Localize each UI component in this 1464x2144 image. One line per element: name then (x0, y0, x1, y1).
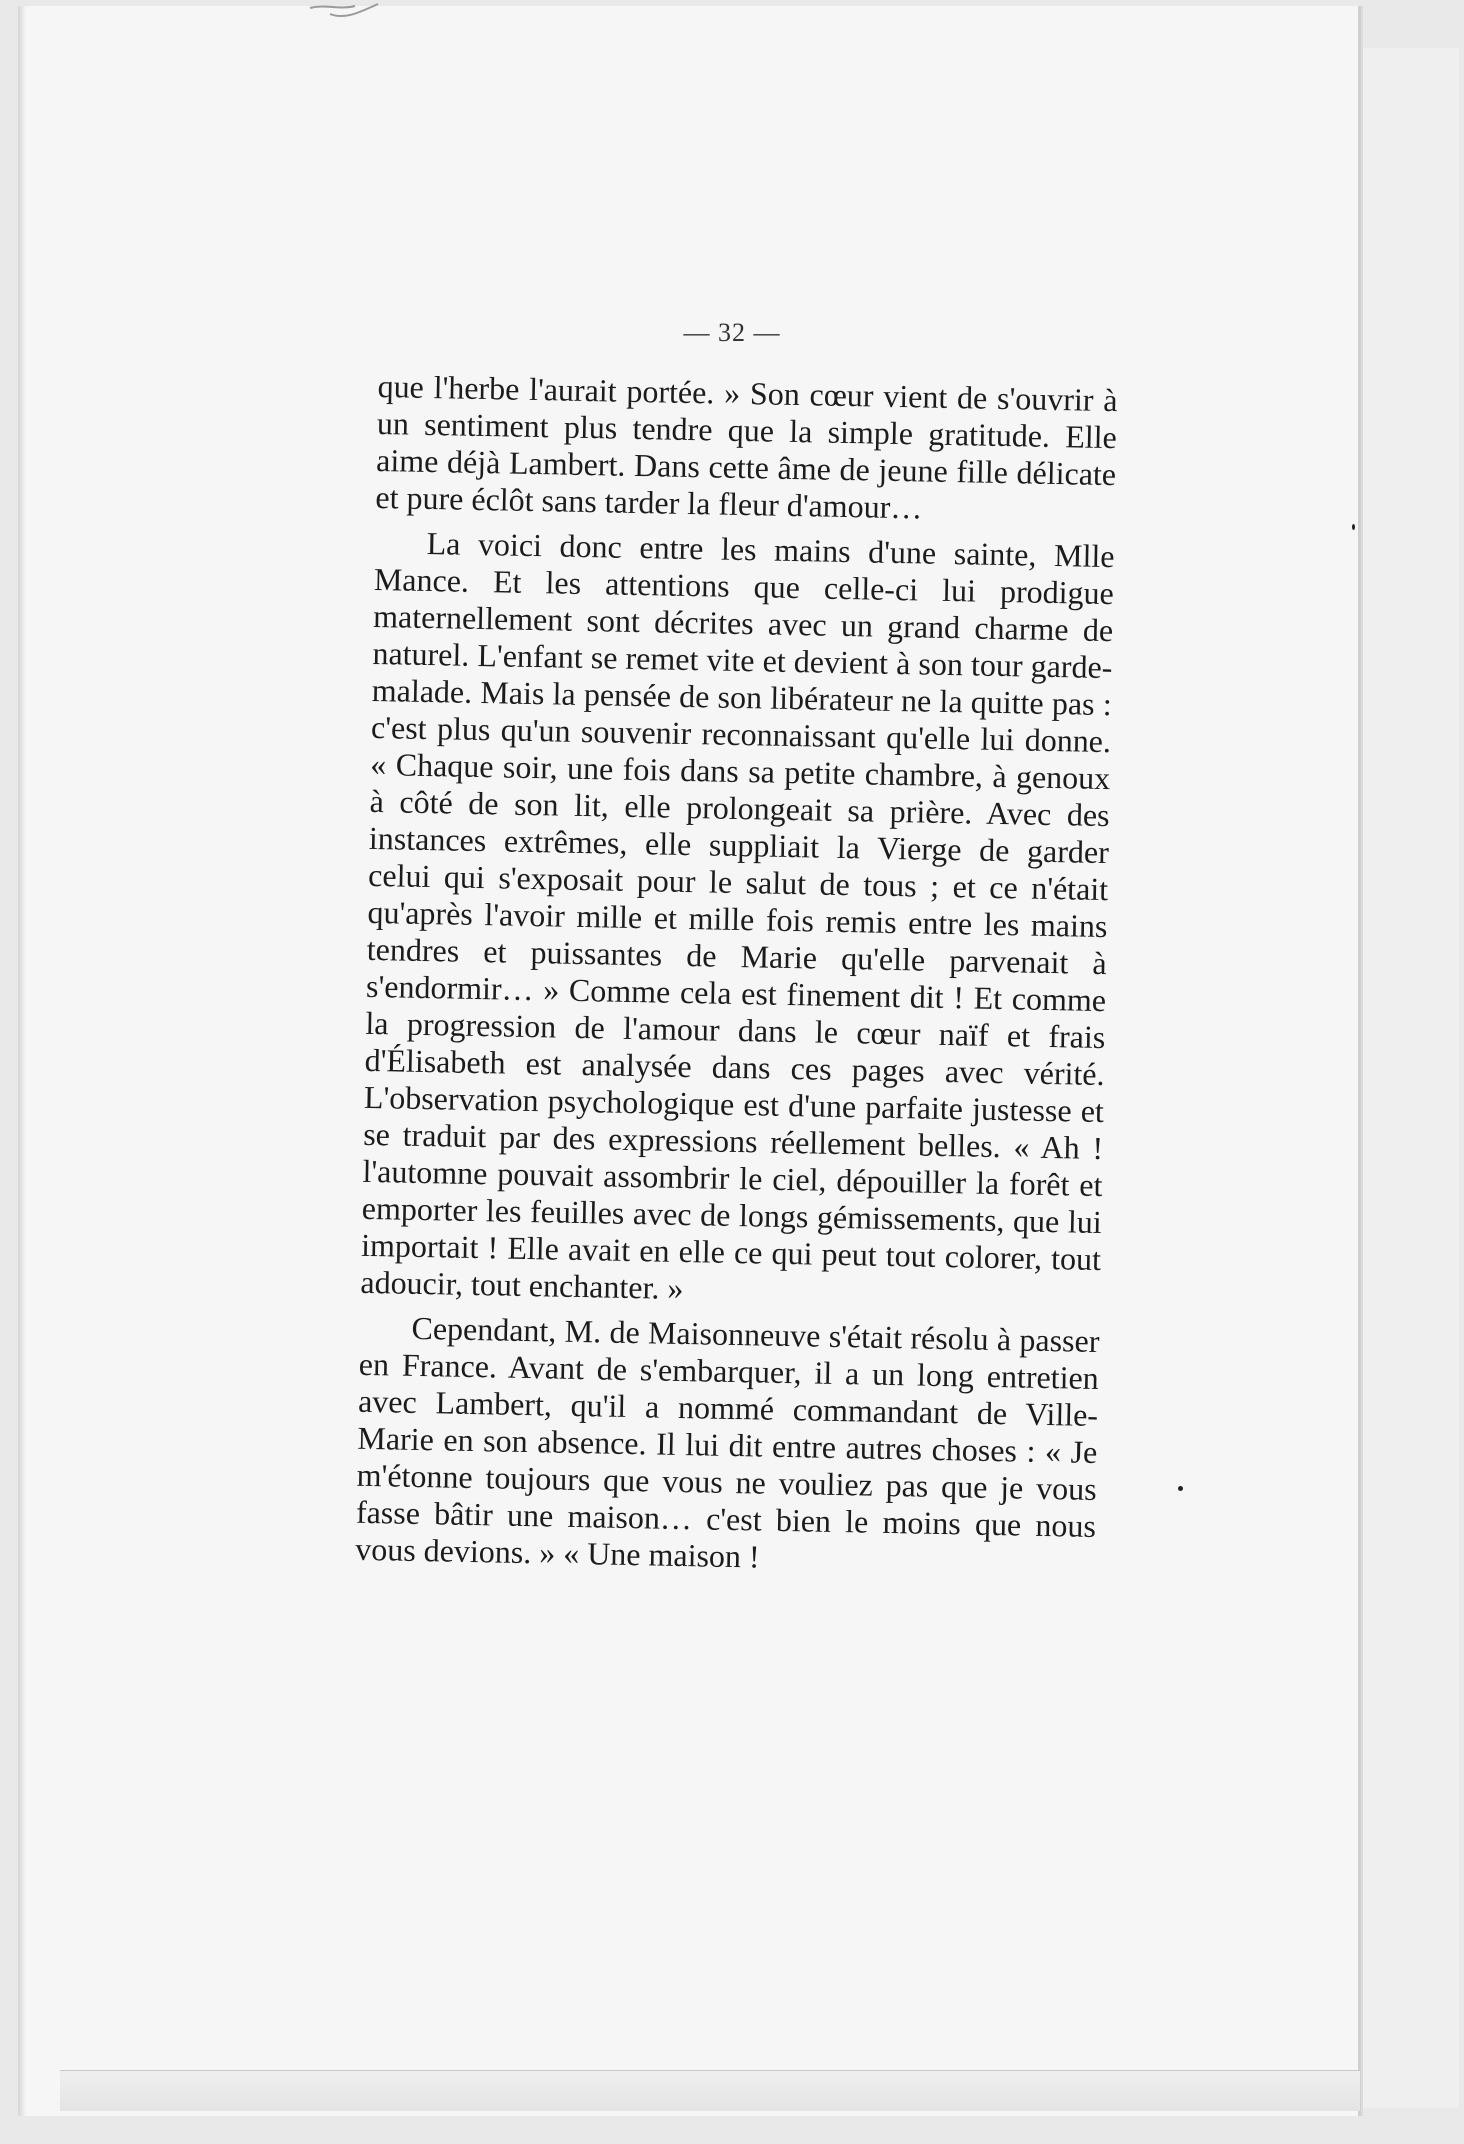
ink-mark-icon (300, 0, 390, 40)
margin-speck (1352, 524, 1355, 530)
paragraph: La voici donc entre les mains d'une sainte, Mlle Mance. Et les attentions que celle-ci lui prodigue maternellement sont décrites avec un grand charme de naturel. L'enfant se remet vite et devient à son tour garde-malade. Mais la pensée de son libérateur ne la quitte pas : c'est plus qu'un souvenir reconnaissant qu'elle lui donne. « Chaque soir, une fois dans sa petite chambre, à genoux à côté de son lit, elle prolongeait sa prière. Avec des instances extrêmes, elle suppliait la Vierge de garder celui qui s'exposait pour le salut de tous ; et ce n'était qu'après l'avoir mille et mille fois remis entre les mains tendres et puissantes de Marie qu'elle parvenait à s'endormir… » Comme cela est finement dit ! Et comme la progression de l'amour dans le cœur naïf et frais d'Élisabeth est analysée dans ces pages avec vérité. L'observation psychologique est d'une parfaite justesse et se traduit par des expressions réellement belles. « Ah ! l'automne pouvait assombrir le ciel, dépouiller la forêt et emporter les feuilles avec de longs gémissements, que lui importait ! Elle avait en elle ce qui peut tout colorer, tout adoucir, tout enchanter. » (360, 524, 1115, 1307)
margin-speck (1178, 1486, 1183, 1491)
body-text (355, 368, 1118, 1590)
paragraph: Cependant, M. de Maisonneuve s'était résolu à passer en France. Avant de s'embarquer, il a un long entretien avec Lambert, qu'il a nommé commandant de Ville-Marie en son absence. Il lui dit entre autres choses : « Je m'étonne toujours que vous ne vouliez pas que je vous fasse bâtir une maison… c'est bien le moins que nous vous devions. » « Une maison ! (354, 1309, 1100, 1575)
page-number: — 32 — (683, 318, 781, 347)
next-page-edge (1358, 48, 1459, 2108)
page-bottom-edge (60, 2070, 1360, 2111)
paragraph: que l'herbe l'aurait portée. » Son cœur vient de s'ouvrir à un sentiment plus tendre que la simple gratitude. Elle aime déjà Lambert. Dans cette âme de jeune fille délicate et pure éclôt sans tarder la fleur d'amour… (375, 368, 1118, 526)
